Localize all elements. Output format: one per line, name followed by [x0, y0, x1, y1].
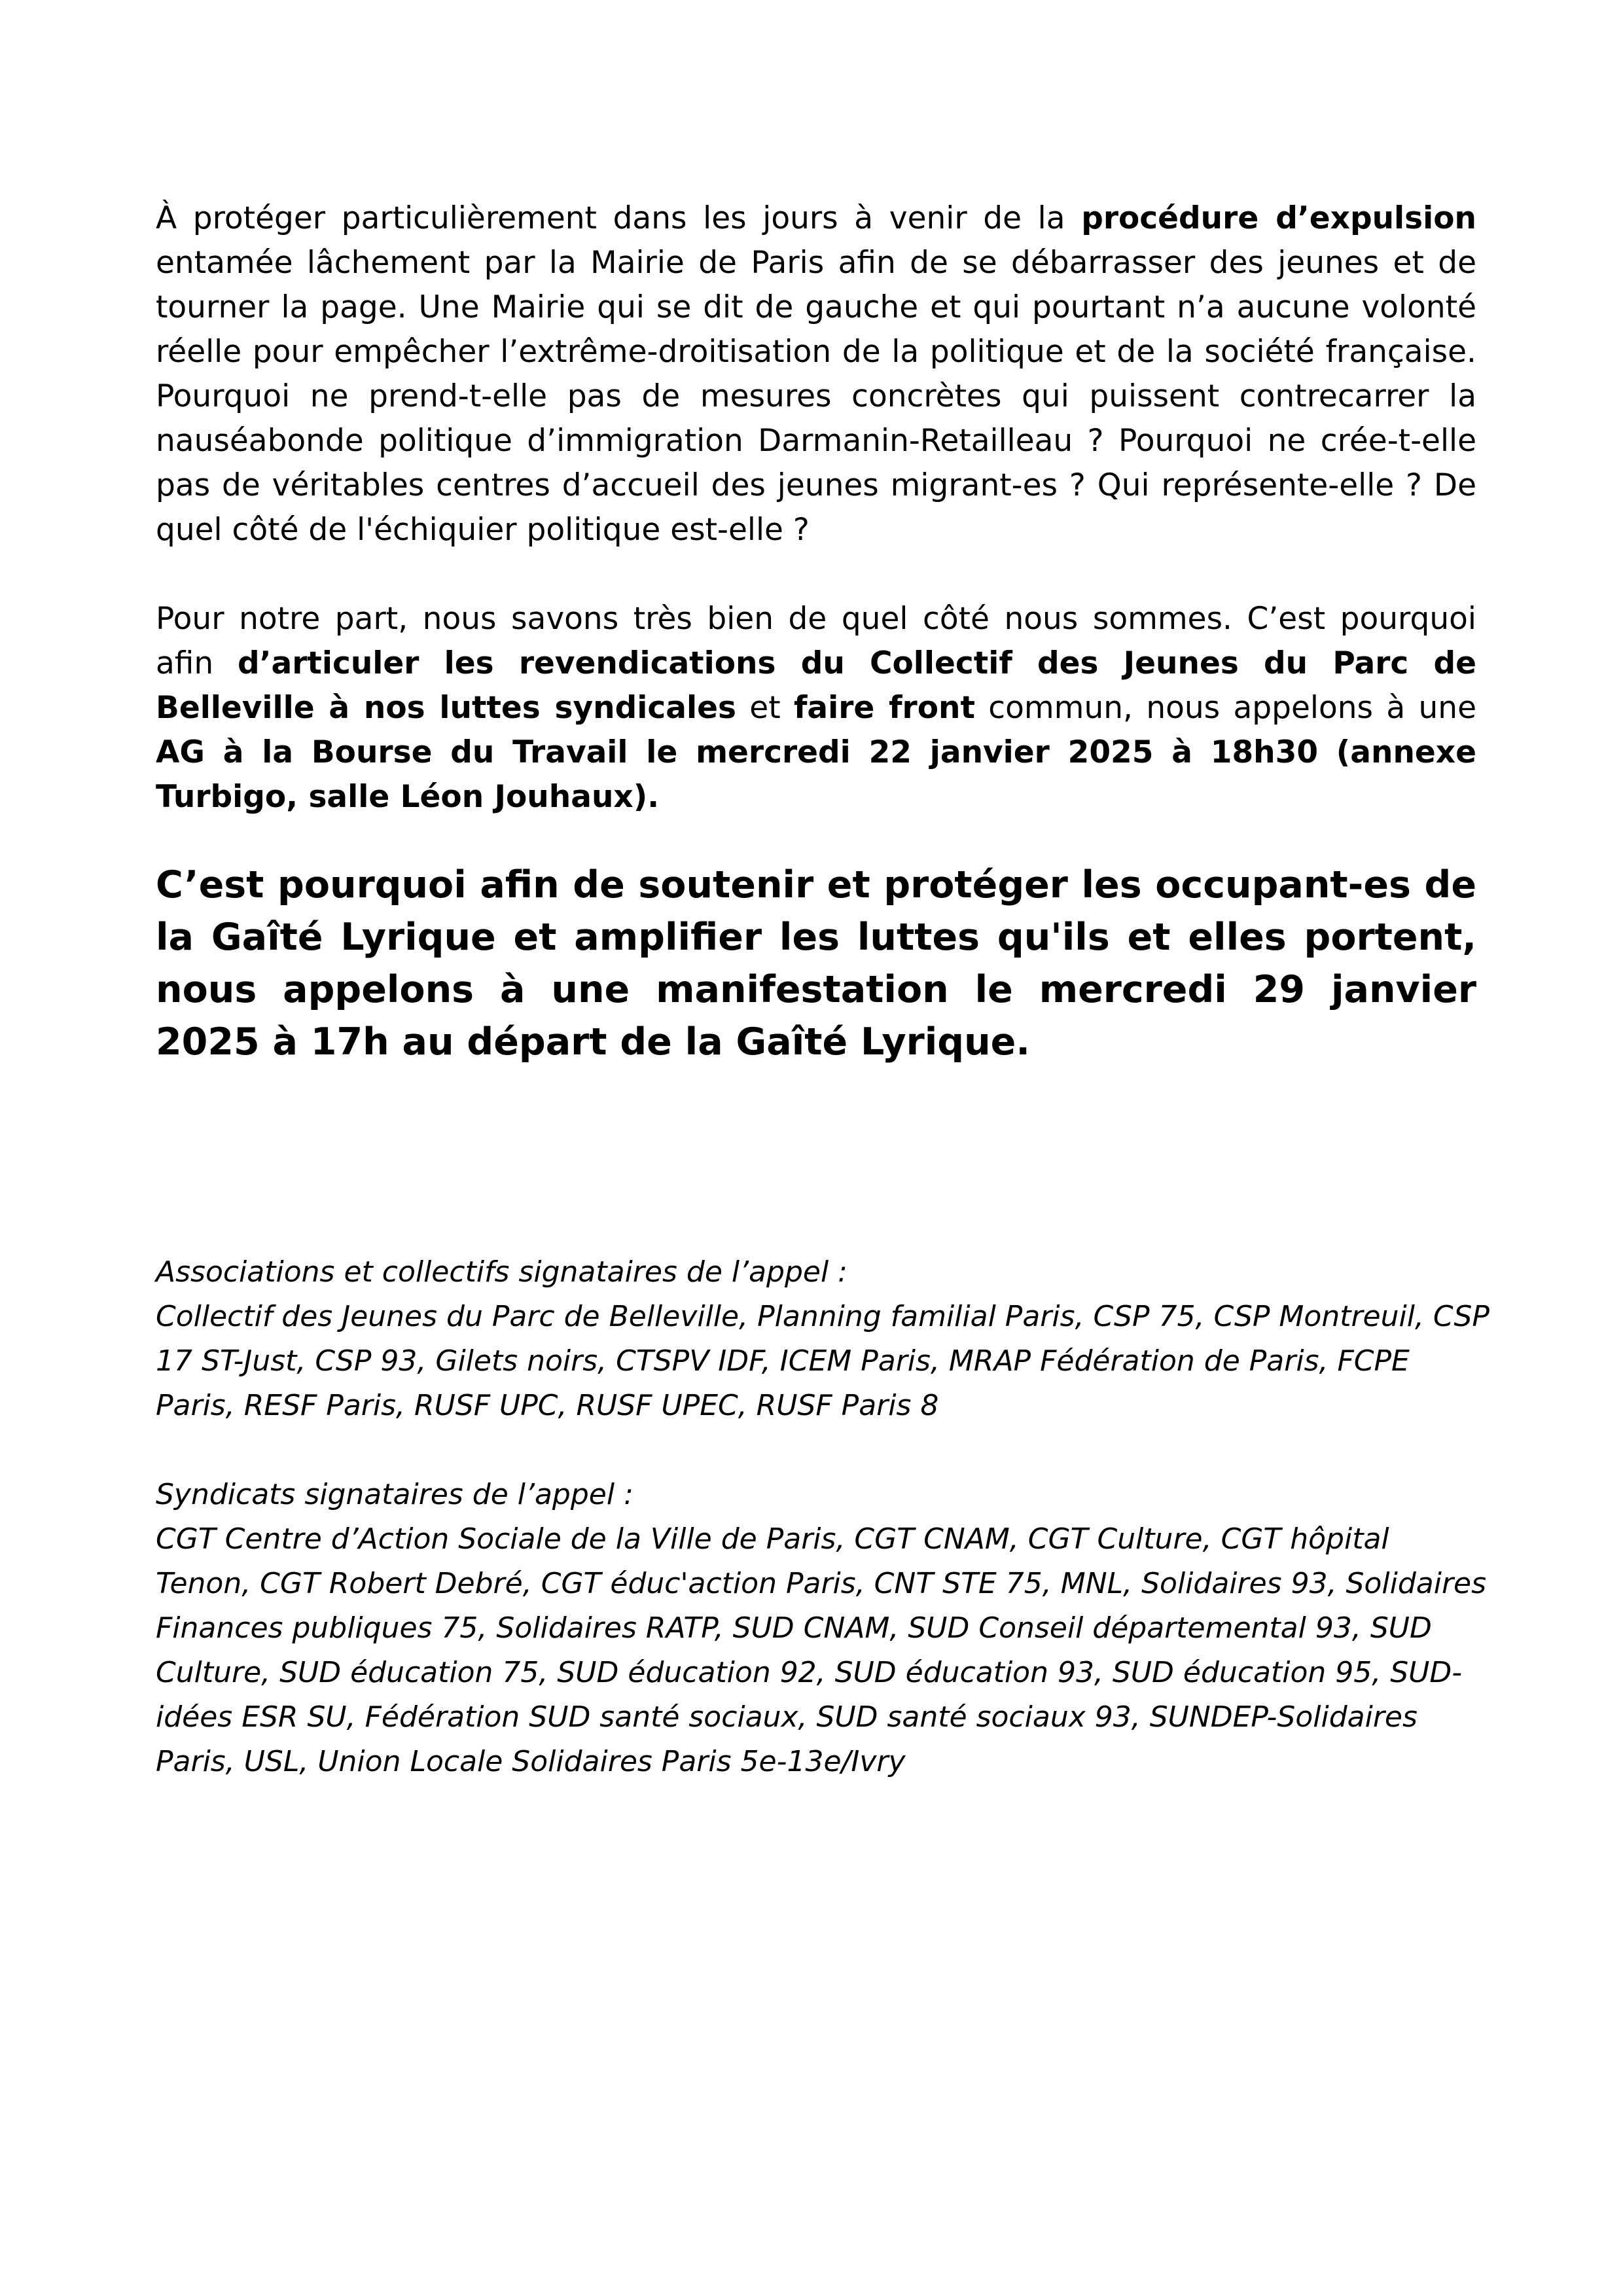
syndicats-heading: Syndicats signataires de l’appel : [156, 1478, 633, 1511]
paragraph-text: À protéger particulièrement dans les jours à venir de la [156, 200, 1082, 236]
associations-list: Collectif des Jeunes du Parc de Belleville, Planning familial Paris, CSP 75, CSP Montreuil, CSP 17 ST-Just, CSP 93, Gilets noirs, CTSPV IDF, ICEM Paris, MRAP Fédération de Paris, FCPE Paris, RESF Paris, RUSF UPC, RUSF UPEC, RUSF Paris 8 [156, 1300, 1489, 1422]
paragraph-text: Pour notre part, nous savons très bien de quel côté nous sommes. C’est pourquoi afin [156, 601, 1476, 681]
bold-phrase: AG à la Bourse du Travail le mercredi 22 janvier 2025 à 18h30 (annexe Turbigo, salle Léon Jouhaux). [156, 734, 1476, 815]
bold-phrase: d’articuler les revendications du Collectif des Jeunes du Parc de Belleville à nos luttes syndicales [156, 645, 1476, 726]
associations-heading: Associations et collectifs signataires de l’appel : [156, 1255, 848, 1289]
paragraph-text: entamée lâchement par la Mairie de Paris afin de se débarrasser des jeunes et de tourner la page. Une Mairie qui se dit de gauche et qui pourtant n’a aucune volonté réelle pour empêcher l’extrême-droitisation de la politique et de la société française. Pourquoi ne prend-t-elle pas de mesures concrètes qui puissent contrecarrer la nauséabonde politique d’immigration Darmanin-Retailleau ? Pourquoi ne crée-t-elle pas de véritables centres d’accueil des jeunes migrant-es ? Qui représente-elle ? De quel côté de l'échiquier politique est-elle ? [156, 245, 1476, 548]
paragraph-assembly [156, 597, 1476, 819]
document-body [156, 196, 1476, 1068]
bold-phrase: faire front [793, 690, 975, 726]
syndicats-list: CGT Centre d’Action Sociale de la Ville de Paris, CGT CNAM, CGT Culture, CGT hôpital Tenon, CGT Robert Debré, CGT éduc'action Paris, CNT STE 75, MNL, Solidaires 93, Solidaires Finances publiques 75, Solidaires RATP, SUD CNAM, SUD Conseil départemental 93, SUD Culture, SUD éducation 75, SUD éducation 92, SUD éducation 93, SUD éducation 95, SUD-idées ESR SU, Fédération SUD santé sociaux, SUD santé sociaux 93, SUNDEP-Solidaires Paris, USL, Union Locale Solidaires Paris 5e-13e/Ivry [156, 1522, 1487, 1778]
signatories-section [156, 1250, 1491, 1829]
syndicats-block [156, 1473, 1491, 1784]
paragraph-expulsion [156, 196, 1476, 552]
bold-phrase: procédure d’expulsion [1081, 200, 1476, 236]
paragraph-text: et [736, 690, 794, 726]
associations-block [156, 1250, 1491, 1428]
call-to-action: C’est pourquoi afin de soutenir et protéger les occupant-es de la Gaîté Lyrique et amplifier les luttes qu'ils et elles portent, nous appelons à une manifestation le mercredi 29 janvier 2025 à 17h au départ de la Gaîté Lyrique. [156, 863, 1476, 1064]
paragraph-text: commun, nous appelons à une [974, 690, 1476, 726]
